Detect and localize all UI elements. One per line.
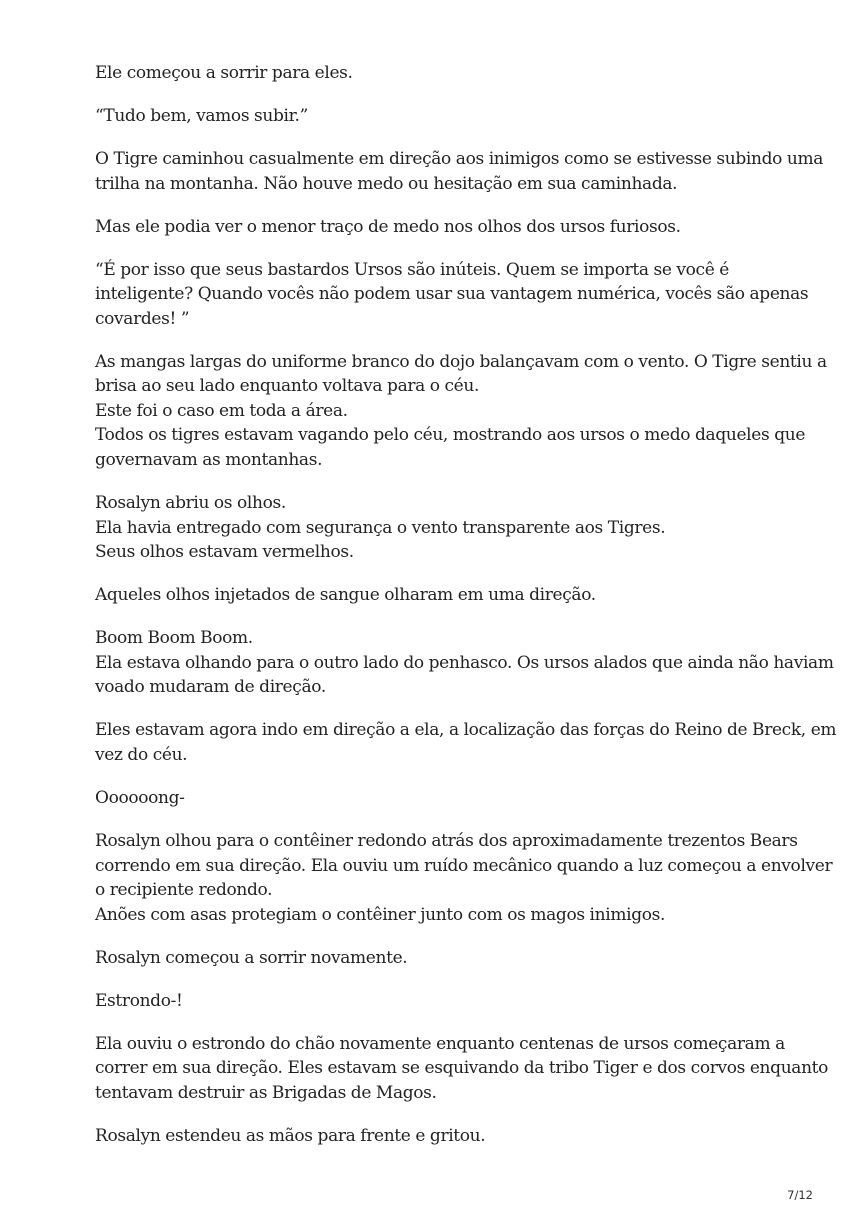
text-line: governavam as montanhas.: [95, 450, 323, 471]
text-line: Boom Boom Boom.: [95, 628, 253, 649]
paragraph-12: [95, 829, 833, 927]
paragraph-9: [95, 626, 834, 700]
text-line: voado mudaram de direção.: [95, 677, 326, 698]
paragraph-3: [95, 147, 824, 196]
paragraph-2: [95, 104, 790, 129]
text-line: Seus olhos estavam vermelhos.: [95, 542, 354, 563]
text-line: Mas ele podia ver o menor traço de medo nos olhos dos ursos furiosos.: [95, 216, 681, 237]
text-line: correndo em sua direção. Ela ouviu um ruído mecânico quando a luz começou a envolver: [95, 855, 833, 876]
paragraph-15: [95, 1032, 829, 1106]
text-line: covardes! ”: [95, 308, 190, 329]
paragraph-14: [95, 989, 790, 1014]
paragraph-11: [95, 786, 790, 811]
text-line: Ela estava olhando para o outro lado do penhasco. Os ursos alados que ainda não haviam: [95, 652, 834, 673]
document-body: [95, 61, 837, 1167]
text-line: As mangas largas do uniforme branco do dojo balançavam com o vento. O Tigre sentiu a: [95, 351, 827, 372]
paragraph-6: [95, 350, 827, 473]
paragraph-5: [95, 258, 809, 332]
text-line: o recipiente redondo.: [95, 880, 273, 901]
paragraph-7: [95, 491, 790, 565]
text-line: trilha na montanha. Não houve medo ou hesitação em sua caminhada.: [95, 173, 678, 194]
text-line: tentavam destruir as Brigadas de Magos.: [95, 1082, 437, 1103]
text-line: Ela havia entregado com segurança o vento transparente aos Tigres.: [95, 517, 666, 538]
text-line: “Tudo bem, vamos subir.”: [95, 105, 308, 126]
text-line: Rosalyn abriu os olhos.: [95, 493, 286, 514]
text-line: Todos os tigres estavam vagando pelo céu, mostrando aos ursos o medo daqueles que: [95, 425, 806, 446]
text-line: Rosalyn começou a sorrir novamente.: [95, 947, 408, 968]
text-line: Ela ouviu o estrondo do chão novamente enquanto centenas de ursos começaram a: [95, 1033, 785, 1054]
text-line: Aqueles olhos injetados de sangue olharam em uma direção.: [95, 585, 596, 606]
paragraph-10: [95, 718, 837, 767]
text-line: inteligente? Quando vocês não podem usar sua vantagem numérica, vocês são apenas: [95, 284, 809, 305]
text-line: Rosalyn olhou para o contêiner redondo atrás dos aproximadamente trezentos Bears: [95, 830, 798, 851]
paragraph-4: [95, 215, 790, 240]
text-line: O Tigre caminhou casualmente em direção aos inimigos como se estivesse subindo uma: [95, 148, 824, 169]
text-line: Rosalyn estendeu as mãos para frente e gritou.: [95, 1125, 486, 1146]
text-line: Anões com asas protegiam o contêiner junto com os magos inimigos.: [95, 904, 666, 925]
text-line: vez do céu.: [95, 744, 188, 765]
paragraph-16: [95, 1124, 790, 1149]
page-number: 7/12: [787, 1188, 813, 1202]
paragraph-8: [95, 583, 790, 608]
text-line: Ele começou a sorrir para eles.: [95, 63, 353, 83]
text-line: correr em sua direção. Eles estavam se esquivando da tribo Tiger e dos corvos enquanto: [95, 1058, 829, 1079]
text-line: “É por isso que seus bastardos Ursos são inúteis. Quem se importa se você é: [95, 259, 730, 280]
paragraph-1: [95, 61, 790, 86]
text-line: brisa ao seu lado enquanto voltava para o céu.: [95, 376, 480, 397]
text-line: Eles estavam agora indo em direção a ela, a localização das forças do Reino de Breck, em: [95, 720, 837, 741]
text-line: Estrondo-!: [95, 990, 183, 1011]
paragraph-13: [95, 946, 790, 971]
text-line: Oooooong-: [95, 787, 185, 808]
text-line: Este foi o caso em toda a área.: [95, 400, 348, 421]
